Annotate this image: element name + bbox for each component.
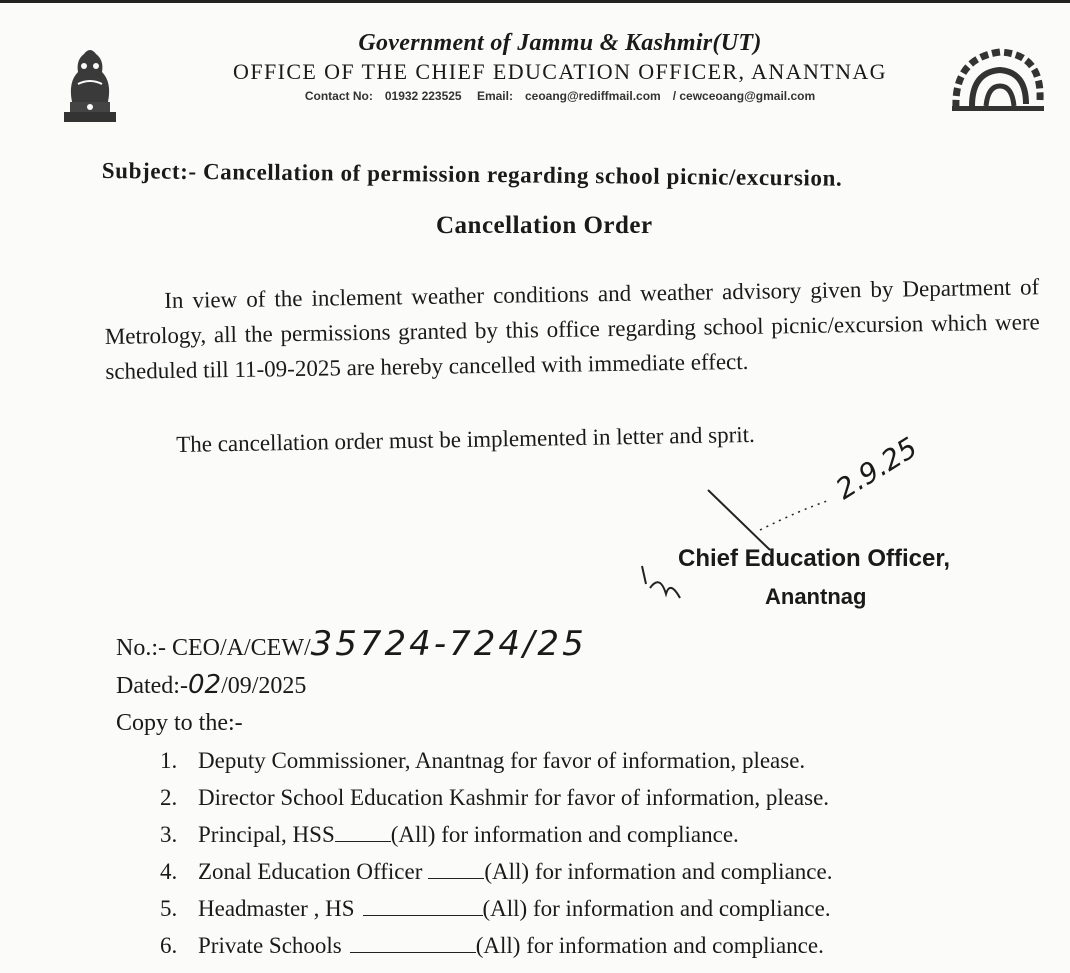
paragraph-text: In view of the inclement weather conditions and weather advisory given by Department of Metrology, all the permissions granted by this office regarding school picnic/excursion which were scheduled till 11-09-2025 are hereby cancelled with immediate effect. — [104, 274, 1040, 384]
list-item-text: Director School Education Kashmir for favor of information, please. — [198, 785, 830, 810]
dated-line — [116, 670, 306, 700]
reference-prefix: No.:- CEO/A/CEW/ — [116, 635, 311, 661]
department-logo-icon — [948, 44, 1048, 116]
list-item-text: Deputy Commissioner, Anantnag for favor of information, please. — [198, 748, 806, 773]
dated-rest: /09/2025 — [221, 673, 307, 699]
list-item — [160, 816, 832, 853]
dated-prefix: Dated:- — [116, 673, 188, 699]
list-item — [160, 927, 832, 964]
blank-line — [363, 899, 483, 916]
blank-line — [428, 862, 484, 879]
reference-number — [116, 624, 587, 664]
list-item-text: Principal, HSS — [198, 822, 335, 847]
subject-line: Subject:- Cancellation of permission regarding school picnic/excursion. — [101, 158, 843, 191]
copy-to-list — [160, 742, 832, 964]
signature-date: 2.9.25 — [830, 430, 924, 506]
list-item-text: (All) for information and compliance. — [390, 822, 739, 847]
list-item — [160, 853, 832, 890]
list-item-text: (All) for information and compliance. — [484, 859, 833, 884]
letterhead — [220, 30, 900, 103]
implementation-note: The cancellation order must be implemented in letter and sprit. — [176, 421, 755, 457]
contact-label: Contact No: — [304, 89, 373, 103]
email-primary: ceoang@rediffmail.com — [524, 89, 661, 103]
contact-number: 01932 223525 — [384, 89, 462, 103]
contact-line — [220, 89, 900, 103]
email-label: Email: — [476, 89, 513, 103]
government-name: Government of Jammu & Kashmir(UT) — [358, 30, 762, 56]
signatory-designation: Chief Education Officer, — [678, 545, 951, 572]
state-emblem-icon — [58, 42, 122, 130]
office-name: OFFICE OF THE CHIEF EDUCATION OFFICER, ANANTNAG — [233, 59, 887, 84]
list-item-text: Zonal Education Officer — [198, 859, 423, 884]
list-item-number: 2. — [160, 785, 178, 810]
blank-line — [335, 825, 391, 842]
reference-handwritten-number: 35724-724/25 — [310, 624, 587, 664]
list-item-number: 3. — [160, 822, 178, 847]
order-body-paragraph — [104, 269, 1041, 389]
list-item-number: 4. — [160, 859, 178, 884]
blank-line — [350, 936, 476, 953]
list-item-text: Headmaster , HS — [198, 896, 355, 921]
top-border — [0, 0, 1070, 3]
email-secondary: / cewceoang@gmail.com — [672, 89, 816, 103]
list-item — [160, 779, 832, 816]
list-item-text: (All) for information and compliance. — [482, 896, 831, 921]
signatory-place: Anantnag — [765, 584, 867, 609]
dated-day-handwritten: 02 — [187, 670, 222, 700]
list-item-text: Private Schools — [198, 933, 342, 958]
list-item — [160, 890, 832, 927]
list-item-number: 6. — [160, 933, 178, 958]
order-title: Cancellation Order — [436, 212, 653, 239]
list-item — [160, 742, 832, 779]
list-item-number: 1. — [160, 748, 178, 773]
list-item-text: (All) for information and compliance. — [475, 933, 824, 958]
list-item-number: 5. — [160, 896, 178, 921]
copy-to-heading: Copy to the:- — [116, 710, 243, 736]
